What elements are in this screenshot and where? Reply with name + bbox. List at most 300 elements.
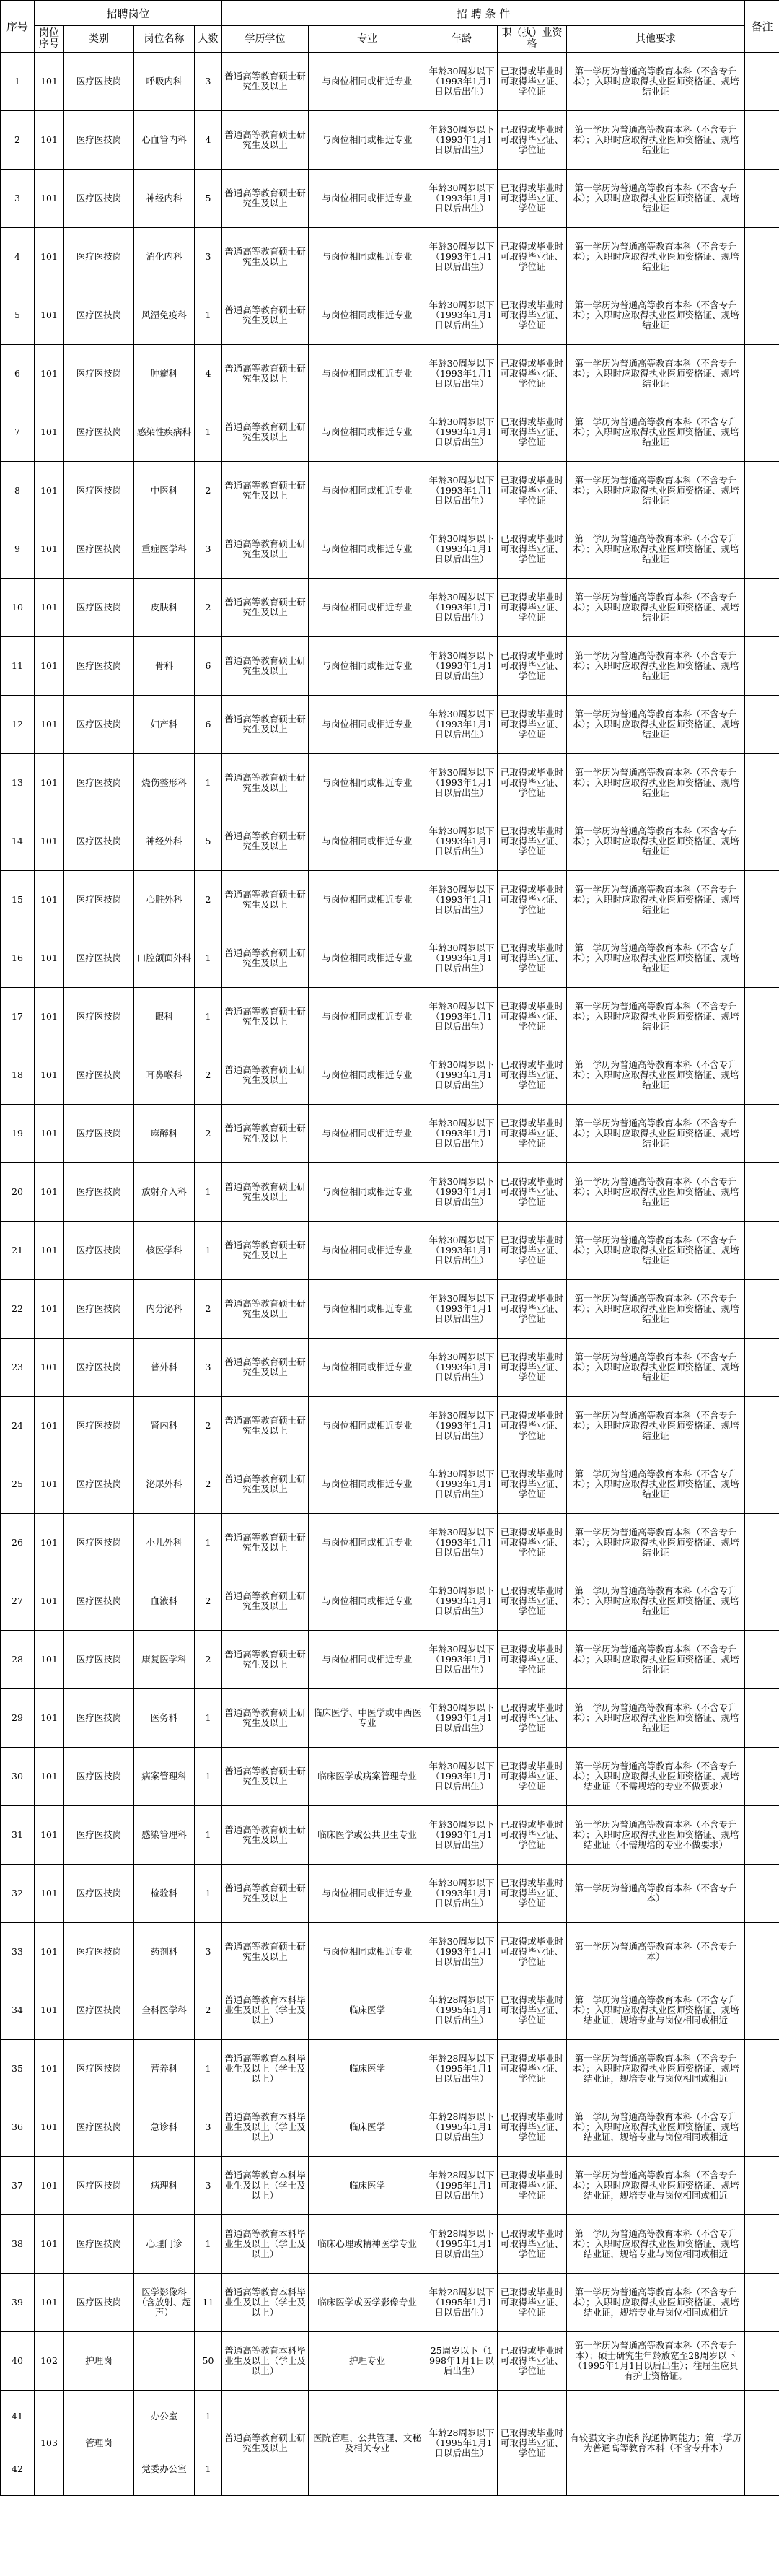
cell-age: 年龄30周岁以下（1993年1月1日以后出生） xyxy=(426,53,498,111)
cell-other: 第一学历为普通高等教育本科（不含专升本）；入职时应取得执业医师资格证、规培结业证 xyxy=(567,1339,745,1397)
cell-post-name: 心脏外科 xyxy=(134,871,195,929)
cell-age: 年龄30周岁以下（1993年1月1日以后出生） xyxy=(426,1339,498,1397)
cell-major: 临床医学 xyxy=(309,2040,426,2098)
cell-post-name: 血液科 xyxy=(134,1572,195,1631)
cell-age: 年龄30周岁以下（1993年1月1日以后出生） xyxy=(426,111,498,170)
cell-qualification: 已取得或毕业时可取得毕业证、学位证 xyxy=(498,696,567,754)
cell-age: 年龄30周岁以下（1993年1月1日以后出生） xyxy=(426,929,498,988)
cell-qualification: 已取得或毕业时可取得毕业证、学位证 xyxy=(498,812,567,871)
cell-note xyxy=(745,1046,779,1105)
cell-count: 2 xyxy=(195,1046,222,1105)
cell-post-name: 口腔颌面外科 xyxy=(134,929,195,988)
table-row-39 xyxy=(1,2274,779,2332)
cell-count: 2 xyxy=(195,462,222,520)
cell-age: 年龄30周岁以下（1993年1月1日以后出生） xyxy=(426,1105,498,1163)
cell-seq: 24 xyxy=(1,1397,35,1455)
header-education: 学历学位 xyxy=(222,26,309,53)
cell-age: 年龄30周岁以下（1993年1月1日以后出生） xyxy=(426,462,498,520)
table-row-35 xyxy=(1,2040,779,2098)
cell-seq: 4 xyxy=(1,228,35,286)
cell-count: 3 xyxy=(195,1339,222,1397)
cell-other: 第一学历为普通高等教育本科（不含专升本）；入职时应取得执业医师资格证、规培结业证 xyxy=(567,111,745,170)
cell-count: 50 xyxy=(195,2332,222,2391)
cell-category: 医疗医技岗 xyxy=(64,1163,134,1222)
cell-count: 2 xyxy=(195,1631,222,1689)
cell-other: 第一学历为普通高等教育本科（不含专升本）；入职时应取得执业医师资格证、规培结业证 xyxy=(567,579,745,637)
cell-education: 普通高等教育本科毕业生及以上（学士及以上） xyxy=(222,2274,309,2332)
cell-post-id: 101 xyxy=(35,871,64,929)
table-row-40 xyxy=(1,2332,779,2391)
cell-qualification: 已取得或毕业时可取得毕业证、学位证 xyxy=(498,871,567,929)
cell-count: 3 xyxy=(195,2098,222,2157)
cell-qualification: 已取得或毕业时可取得毕业证、学位证 xyxy=(498,1806,567,1865)
cell-post-id: 101 xyxy=(35,403,64,462)
cell-post-name: 核医学科 xyxy=(134,1222,195,1280)
header-group-conditions: 招 聘 条 件 xyxy=(222,1,745,26)
cell-other: 第一学历为普通高等教育本科（不含专升本）；硕士研究生年龄放宽至28周岁以下（1995年1月1日以后出生）；往届生应具有护士资格证。 xyxy=(567,2332,745,2391)
cell-qualification: 已取得或毕业时可取得毕业证、学位证 xyxy=(498,2215,567,2274)
cell-qualification: 已取得或毕业时可取得毕业证、学位证 xyxy=(498,462,567,520)
cell-seq: 31 xyxy=(1,1806,35,1865)
cell-note xyxy=(745,286,779,345)
cell-age: 年龄30周岁以下（1993年1月1日以后出生） xyxy=(426,1865,498,1923)
cell-note xyxy=(745,2391,779,2496)
cell-post-name: 普外科 xyxy=(134,1339,195,1397)
cell-note xyxy=(745,1865,779,1923)
cell-age: 年龄28周岁以下（1995年1月1日以后出生） xyxy=(426,2391,498,2496)
cell-count: 5 xyxy=(195,812,222,871)
cell-count: 3 xyxy=(195,520,222,579)
table-row-9 xyxy=(1,520,779,579)
cell-qualification: 已取得或毕业时可取得毕业证、学位证 xyxy=(498,754,567,812)
cell-education: 普通高等教育硕士研究生及以上 xyxy=(222,1222,309,1280)
table-row-2 xyxy=(1,111,779,170)
cell-post-id: 101 xyxy=(35,1046,64,1105)
cell-education: 普通高等教育硕士研究生及以上 xyxy=(222,462,309,520)
cell-other: 第一学历为普通高等教育本科（不含专升本）；入职时应取得执业医师资格证、规培结业证 xyxy=(567,345,745,403)
table-row-21 xyxy=(1,1222,779,1280)
cell-major: 与岗位相同或相近专业 xyxy=(309,1572,426,1631)
cell-education: 普通高等教育本科毕业生及以上（学士及以上） xyxy=(222,2332,309,2391)
cell-post-name: 神经外科 xyxy=(134,812,195,871)
cell-qualification: 已取得或毕业时可取得毕业证、学位证 xyxy=(498,1280,567,1339)
cell-count: 3 xyxy=(195,53,222,111)
cell-post-name: 神经内科 xyxy=(134,170,195,228)
cell-qualification: 已取得或毕业时可取得毕业证、学位证 xyxy=(498,988,567,1046)
cell-other: 第一学历为普通高等教育本科（不含专升本）；入职时应取得执业医师资格证、规培结业证 xyxy=(567,1046,745,1105)
cell-age: 年龄30周岁以下（1993年1月1日以后出生） xyxy=(426,1222,498,1280)
cell-education: 普通高等教育硕士研究生及以上 xyxy=(222,286,309,345)
cell-post-name: 泌尿外科 xyxy=(134,1455,195,1514)
cell-qualification: 已取得或毕业时可取得毕业证、学位证 xyxy=(498,170,567,228)
cell-note xyxy=(745,520,779,579)
table-row-31 xyxy=(1,1806,779,1865)
cell-count: 1 xyxy=(195,2391,222,2443)
table-row-17 xyxy=(1,988,779,1046)
header-note: 备注 xyxy=(745,1,779,53)
table-row-3 xyxy=(1,170,779,228)
cell-post-name: 妇产科 xyxy=(134,696,195,754)
cell-note xyxy=(745,1514,779,1572)
table-row-27 xyxy=(1,1572,779,1631)
table-row-24 xyxy=(1,1397,779,1455)
cell-age: 年龄30周岁以下（1993年1月1日以后出生） xyxy=(426,696,498,754)
cell-age: 年龄30周岁以下（1993年1月1日以后出生） xyxy=(426,1455,498,1514)
cell-seq: 1 xyxy=(1,53,35,111)
cell-other: 第一学历为普通高等教育本科（不含专升本）；入职时应取得执业医师资格证、规培结业证 xyxy=(567,1514,745,1572)
cell-count: 1 xyxy=(195,2215,222,2274)
cell-age: 年龄30周岁以下（1993年1月1日以后出生） xyxy=(426,579,498,637)
cell-age: 年龄30周岁以下（1993年1月1日以后出生） xyxy=(426,286,498,345)
cell-major: 医院管理、公共管理、文秘及相关专业 xyxy=(309,2391,426,2496)
cell-other: 第一学历为普通高等教育本科（不含专升本）；入职时应取得执业医师资格证、规培结业证，规培专业与岗位相同或相近 xyxy=(567,2215,745,2274)
cell-major: 与岗位相同或相近专业 xyxy=(309,1631,426,1689)
cell-category: 医疗医技岗 xyxy=(64,1806,134,1865)
cell-post-name: 小儿外科 xyxy=(134,1514,195,1572)
cell-major: 临床心理或精神医学专业 xyxy=(309,2215,426,2274)
cell-note xyxy=(745,345,779,403)
cell-other: 第一学历为普通高等教育本科（不含专升本）；入职时应取得执业医师资格证、规培结业证 xyxy=(567,696,745,754)
cell-qualification: 已取得或毕业时可取得毕业证、学位证 xyxy=(498,1163,567,1222)
cell-note xyxy=(745,637,779,696)
cell-age: 年龄30周岁以下（1993年1月1日以后出生） xyxy=(426,1689,498,1748)
cell-seq: 13 xyxy=(1,754,35,812)
cell-age: 年龄30周岁以下（1993年1月1日以后出生） xyxy=(426,345,498,403)
cell-post-name: 办公室 xyxy=(134,2391,195,2443)
cell-category: 医疗医技岗 xyxy=(64,2274,134,2332)
cell-qualification: 已取得或毕业时可取得毕业证、学位证 xyxy=(498,1865,567,1923)
cell-note xyxy=(745,988,779,1046)
cell-post-id: 101 xyxy=(35,1105,64,1163)
header-category: 类别 xyxy=(64,26,134,53)
cell-seq: 30 xyxy=(1,1748,35,1806)
cell-category: 医疗医技岗 xyxy=(64,345,134,403)
cell-post-id: 102 xyxy=(35,2332,64,2391)
cell-post-name: 重症医学科 xyxy=(134,520,195,579)
cell-education: 普通高等教育硕士研究生及以上 xyxy=(222,1631,309,1689)
cell-count: 1 xyxy=(195,403,222,462)
cell-category: 医疗医技岗 xyxy=(64,1631,134,1689)
cell-note xyxy=(745,696,779,754)
cell-note xyxy=(745,1455,779,1514)
table-row-23 xyxy=(1,1339,779,1397)
cell-seq: 9 xyxy=(1,520,35,579)
cell-post-id: 101 xyxy=(35,812,64,871)
cell-post-name: 康复医学科 xyxy=(134,1631,195,1689)
cell-seq: 25 xyxy=(1,1455,35,1514)
table-row-20 xyxy=(1,1163,779,1222)
cell-note xyxy=(745,1631,779,1689)
cell-other: 第一学历为普通高等教育本科（不含专升本）；入职时应取得执业医师资格证、规培结业证，规培专业与岗位相同或相近 xyxy=(567,2274,745,2332)
cell-category: 医疗医技岗 xyxy=(64,1105,134,1163)
cell-qualification: 已取得或毕业时可取得毕业证、学位证 xyxy=(498,286,567,345)
table-row-34 xyxy=(1,1981,779,2040)
cell-education: 普通高等教育硕士研究生及以上 xyxy=(222,579,309,637)
cell-post-id: 101 xyxy=(35,1163,64,1222)
cell-seq: 40 xyxy=(1,2332,35,2391)
cell-education: 普通高等教育硕士研究生及以上 xyxy=(222,53,309,111)
cell-count: 1 xyxy=(195,1163,222,1222)
cell-qualification: 已取得或毕业时可取得毕业证、学位证 xyxy=(498,2157,567,2215)
cell-qualification: 已取得或毕业时可取得毕业证、学位证 xyxy=(498,929,567,988)
cell-note xyxy=(745,871,779,929)
table-row-10 xyxy=(1,579,779,637)
header-post-id: 岗位序号 xyxy=(35,26,64,53)
cell-category: 医疗医技岗 xyxy=(64,2040,134,2098)
cell-education: 普通高等教育硕士研究生及以上 xyxy=(222,520,309,579)
cell-education: 普通高等教育硕士研究生及以上 xyxy=(222,754,309,812)
cell-major: 与岗位相同或相近专业 xyxy=(309,579,426,637)
cell-seq: 19 xyxy=(1,1105,35,1163)
cell-other: 第一学历为普通高等教育本科（不含专升本）；入职时应取得执业医师资格证、规培结业证 xyxy=(567,1222,745,1280)
cell-age: 年龄30周岁以下（1993年1月1日以后出生） xyxy=(426,1748,498,1806)
cell-post-id: 101 xyxy=(35,1572,64,1631)
cell-post-id: 101 xyxy=(35,1514,64,1572)
cell-note xyxy=(745,579,779,637)
header-group-post: 招聘岗位 xyxy=(35,1,222,26)
table-row-12 xyxy=(1,696,779,754)
cell-other: 第一学历为普通高等教育本科（不含专升本）；入职时应取得执业医师资格证、规培结业证 xyxy=(567,286,745,345)
cell-age: 年龄30周岁以下（1993年1月1日以后出生） xyxy=(426,637,498,696)
cell-count: 1 xyxy=(195,929,222,988)
cell-count: 2 xyxy=(195,1280,222,1339)
cell-qualification: 已取得或毕业时可取得毕业证、学位证 xyxy=(498,1572,567,1631)
cell-other: 第一学历为普通高等教育本科（不含专升本）；入职时应取得执业医师资格证、规培结业证 xyxy=(567,929,745,988)
cell-category: 医疗医技岗 xyxy=(64,754,134,812)
cell-major: 临床医学 xyxy=(309,1981,426,2040)
cell-qualification: 已取得或毕业时可取得毕业证、学位证 xyxy=(498,2391,567,2496)
cell-seq: 7 xyxy=(1,403,35,462)
cell-note xyxy=(745,2040,779,2098)
cell-note xyxy=(745,170,779,228)
cell-qualification: 已取得或毕业时可取得毕业证、学位证 xyxy=(498,1105,567,1163)
cell-other: 第一学历为普通高等教育本科（不含专升本）；入职时应取得执业医师资格证、规培结业证 xyxy=(567,754,745,812)
cell-category: 医疗医技岗 xyxy=(64,1923,134,1981)
cell-post-name: 风湿免疫科 xyxy=(134,286,195,345)
cell-count: 2 xyxy=(195,1397,222,1455)
cell-age: 年龄28周岁以下（1995年1月1日以后出生） xyxy=(426,2098,498,2157)
cell-other: 第一学历为普通高等教育本科（不含专升本）；入职时应取得执业医师资格证、规培结业证 xyxy=(567,871,745,929)
cell-other: 第一学历为普通高等教育本科（不含专升本）；入职时应取得执业医师资格证、规培结业证，规培专业与岗位相同或相近 xyxy=(567,2040,745,2098)
cell-note xyxy=(745,812,779,871)
cell-seq: 22 xyxy=(1,1280,35,1339)
cell-major: 临床医学 xyxy=(309,2157,426,2215)
header-count: 人数 xyxy=(195,26,222,53)
cell-category: 医疗医技岗 xyxy=(64,111,134,170)
cell-post-id: 101 xyxy=(35,2215,64,2274)
cell-seq: 29 xyxy=(1,1689,35,1748)
table-row-6 xyxy=(1,345,779,403)
cell-qualification: 已取得或毕业时可取得毕业证、学位证 xyxy=(498,228,567,286)
cell-post-id: 101 xyxy=(35,1689,64,1748)
cell-major: 与岗位相同或相近专业 xyxy=(309,1923,426,1981)
cell-post-name: 全科医学科 xyxy=(134,1981,195,2040)
cell-other: 第一学历为普通高等教育本科（不含专升本）；入职时应取得执业医师资格证、规培结业证（不需规培的专业不做要求） xyxy=(567,1806,745,1865)
cell-age: 年龄30周岁以下（1993年1月1日以后出生） xyxy=(426,1631,498,1689)
cell-major: 与岗位相同或相近专业 xyxy=(309,1397,426,1455)
cell-education: 普通高等教育硕士研究生及以上 xyxy=(222,228,309,286)
cell-count: 6 xyxy=(195,637,222,696)
cell-post-id: 101 xyxy=(35,345,64,403)
cell-age: 年龄30周岁以下（1993年1月1日以后出生） xyxy=(426,1397,498,1455)
cell-category: 医疗医技岗 xyxy=(64,53,134,111)
cell-qualification: 已取得或毕业时可取得毕业证、学位证 xyxy=(498,2274,567,2332)
table-row-28 xyxy=(1,1631,779,1689)
table-row-36 xyxy=(1,2098,779,2157)
cell-age: 年龄30周岁以下（1993年1月1日以后出生） xyxy=(426,1163,498,1222)
cell-seq: 21 xyxy=(1,1222,35,1280)
cell-note xyxy=(745,1339,779,1397)
cell-count: 1 xyxy=(195,2040,222,2098)
cell-other: 第一学历为普通高等教育本科（不含专升本）；入职时应取得执业医师资格证、规培结业证 xyxy=(567,1397,745,1455)
cell-note xyxy=(745,2274,779,2332)
cell-post-name: 内分泌科 xyxy=(134,1280,195,1339)
cell-category: 医疗医技岗 xyxy=(64,1572,134,1631)
cell-post-id: 101 xyxy=(35,1806,64,1865)
cell-category: 医疗医技岗 xyxy=(64,929,134,988)
cell-major: 与岗位相同或相近专业 xyxy=(309,988,426,1046)
cell-post-id: 101 xyxy=(35,286,64,345)
cell-education: 普通高等教育硕士研究生及以上 xyxy=(222,1689,309,1748)
cell-category: 医疗医技岗 xyxy=(64,696,134,754)
cell-age: 年龄30周岁以下（1993年1月1日以后出生） xyxy=(426,812,498,871)
cell-qualification: 已取得或毕业时可取得毕业证、学位证 xyxy=(498,637,567,696)
cell-count: 1 xyxy=(195,1865,222,1923)
cell-seq: 42 xyxy=(1,2443,35,2496)
cell-age: 年龄30周岁以下（1993年1月1日以后出生） xyxy=(426,520,498,579)
cell-post-id: 101 xyxy=(35,2098,64,2157)
cell-education: 普通高等教育硕士研究生及以上 xyxy=(222,1514,309,1572)
cell-category: 医疗医技岗 xyxy=(64,637,134,696)
cell-age: 年龄30周岁以下（1993年1月1日以后出生） xyxy=(426,988,498,1046)
cell-seq: 33 xyxy=(1,1923,35,1981)
cell-qualification: 已取得或毕业时可取得毕业证、学位证 xyxy=(498,520,567,579)
cell-other: 第一学历为普通高等教育本科（不含专升本）；入职时应取得执业医师资格证、规培结业证 xyxy=(567,1689,745,1748)
cell-major: 与岗位相同或相近专业 xyxy=(309,228,426,286)
cell-qualification: 已取得或毕业时可取得毕业证、学位证 xyxy=(498,1689,567,1748)
cell-qualification: 已取得或毕业时可取得毕业证、学位证 xyxy=(498,1631,567,1689)
cell-note xyxy=(745,228,779,286)
cell-age: 年龄28周岁以下（1995年1月1日以后出生） xyxy=(426,2040,498,2098)
cell-seq: 8 xyxy=(1,462,35,520)
table-row-29 xyxy=(1,1689,779,1748)
table-row-8 xyxy=(1,462,779,520)
cell-category: 医疗医技岗 xyxy=(64,228,134,286)
cell-post-name: 眼科 xyxy=(134,988,195,1046)
cell-major: 临床医学、中医学或中西医专业 xyxy=(309,1689,426,1748)
header-seq: 序号 xyxy=(1,1,35,53)
cell-category: 医疗医技岗 xyxy=(64,1280,134,1339)
cell-category: 护理岗 xyxy=(64,2332,134,2391)
cell-post-id: 101 xyxy=(35,1923,64,1981)
cell-post-name: 急诊科 xyxy=(134,2098,195,2157)
cell-seq: 35 xyxy=(1,2040,35,2098)
cell-post-id: 101 xyxy=(35,111,64,170)
cell-seq: 27 xyxy=(1,1572,35,1631)
cell-seq: 12 xyxy=(1,696,35,754)
cell-education: 普通高等教育硕士研究生及以上 xyxy=(222,1280,309,1339)
cell-education: 普通高等教育硕士研究生及以上 xyxy=(222,1105,309,1163)
cell-age: 年龄30周岁以下（1993年1月1日以后出生） xyxy=(426,403,498,462)
cell-post-name: 心理门诊 xyxy=(134,2215,195,2274)
cell-seq: 16 xyxy=(1,929,35,988)
cell-post-name: 营养科 xyxy=(134,2040,195,2098)
table-row-37 xyxy=(1,2157,779,2215)
cell-post-name: 烧伤整形科 xyxy=(134,754,195,812)
cell-other: 第一学历为普通高等教育本科（不含专升本）；入职时应取得执业医师资格证、规培结业证（不需规培的专业不做要求） xyxy=(567,1748,745,1806)
table-row-32 xyxy=(1,1865,779,1923)
cell-note xyxy=(745,1105,779,1163)
table-row-16 xyxy=(1,929,779,988)
table-row-5 xyxy=(1,286,779,345)
cell-age: 年龄30周岁以下（1993年1月1日以后出生） xyxy=(426,871,498,929)
cell-post-id: 101 xyxy=(35,520,64,579)
cell-major: 与岗位相同或相近专业 xyxy=(309,53,426,111)
cell-post-id: 101 xyxy=(35,1397,64,1455)
cell-post-name: 心血管内科 xyxy=(134,111,195,170)
cell-category: 医疗医技岗 xyxy=(64,286,134,345)
cell-education: 普通高等教育硕士研究生及以上 xyxy=(222,1046,309,1105)
cell-post-id: 101 xyxy=(35,1981,64,2040)
cell-other: 第一学历为普通高等教育本科（不含专升本） xyxy=(567,1865,745,1923)
cell-post-id: 101 xyxy=(35,637,64,696)
table-row-33 xyxy=(1,1923,779,1981)
cell-category: 医疗医技岗 xyxy=(64,462,134,520)
cell-education: 普通高等教育本科毕业生及以上（学士及以上） xyxy=(222,2098,309,2157)
cell-other: 第一学历为普通高等教育本科（不含专升本）；入职时应取得执业医师资格证、规培结业证，规培专业与岗位相同或相近 xyxy=(567,1981,745,2040)
cell-seq: 14 xyxy=(1,812,35,871)
cell-other: 第一学历为普通高等教育本科（不含专升本）；入职时应取得执业医师资格证、规培结业证 xyxy=(567,1572,745,1631)
cell-count: 1 xyxy=(195,2443,222,2496)
cell-category: 医疗医技岗 xyxy=(64,1339,134,1397)
cell-other: 第一学历为普通高等教育本科（不含专升本）；入职时应取得执业医师资格证、规培结业证 xyxy=(567,228,745,286)
cell-age: 年龄30周岁以下（1993年1月1日以后出生） xyxy=(426,1280,498,1339)
cell-education: 普通高等教育硕士研究生及以上 xyxy=(222,1923,309,1981)
cell-post-id: 101 xyxy=(35,53,64,111)
cell-category: 医疗医技岗 xyxy=(64,812,134,871)
cell-qualification: 已取得或毕业时可取得毕业证、学位证 xyxy=(498,1455,567,1514)
cell-education: 普通高等教育硕士研究生及以上 xyxy=(222,111,309,170)
cell-note xyxy=(745,929,779,988)
cell-category: 医疗医技岗 xyxy=(64,1514,134,1572)
cell-education: 普通高等教育硕士研究生及以上 xyxy=(222,1748,309,1806)
table-row-19 xyxy=(1,1105,779,1163)
cell-post-name: 肿瘤科 xyxy=(134,345,195,403)
cell-other: 有较强文字功底和沟通协调能力；第一学历为普通高等教育本科（不含专升本） xyxy=(567,2391,745,2496)
cell-note xyxy=(745,1222,779,1280)
cell-category: 医疗医技岗 xyxy=(64,1455,134,1514)
cell-post-id: 101 xyxy=(35,1631,64,1689)
cell-age: 年龄30周岁以下（1993年1月1日以后出生） xyxy=(426,228,498,286)
cell-seq: 5 xyxy=(1,286,35,345)
cell-education: 普通高等教育硕士研究生及以上 xyxy=(222,345,309,403)
cell-education: 普通高等教育硕士研究生及以上 xyxy=(222,170,309,228)
cell-other: 第一学历为普通高等教育本科（不含专升本）；入职时应取得执业医师资格证、规培结业证 xyxy=(567,53,745,111)
cell-count: 1 xyxy=(195,286,222,345)
table-row-38 xyxy=(1,2215,779,2274)
cell-post-id: 101 xyxy=(35,228,64,286)
cell-major: 与岗位相同或相近专业 xyxy=(309,520,426,579)
cell-qualification: 已取得或毕业时可取得毕业证、学位证 xyxy=(498,403,567,462)
cell-qualification: 已取得或毕业时可取得毕业证、学位证 xyxy=(498,2098,567,2157)
cell-category: 管理岗 xyxy=(64,2391,134,2496)
cell-education: 普通高等教育硕士研究生及以上 xyxy=(222,1572,309,1631)
cell-major: 与岗位相同或相近专业 xyxy=(309,1280,426,1339)
cell-major: 与岗位相同或相近专业 xyxy=(309,1163,426,1222)
cell-note xyxy=(745,403,779,462)
cell-education: 普通高等教育本科毕业生及以上（学士及以上） xyxy=(222,2157,309,2215)
cell-major: 与岗位相同或相近专业 xyxy=(309,1514,426,1572)
